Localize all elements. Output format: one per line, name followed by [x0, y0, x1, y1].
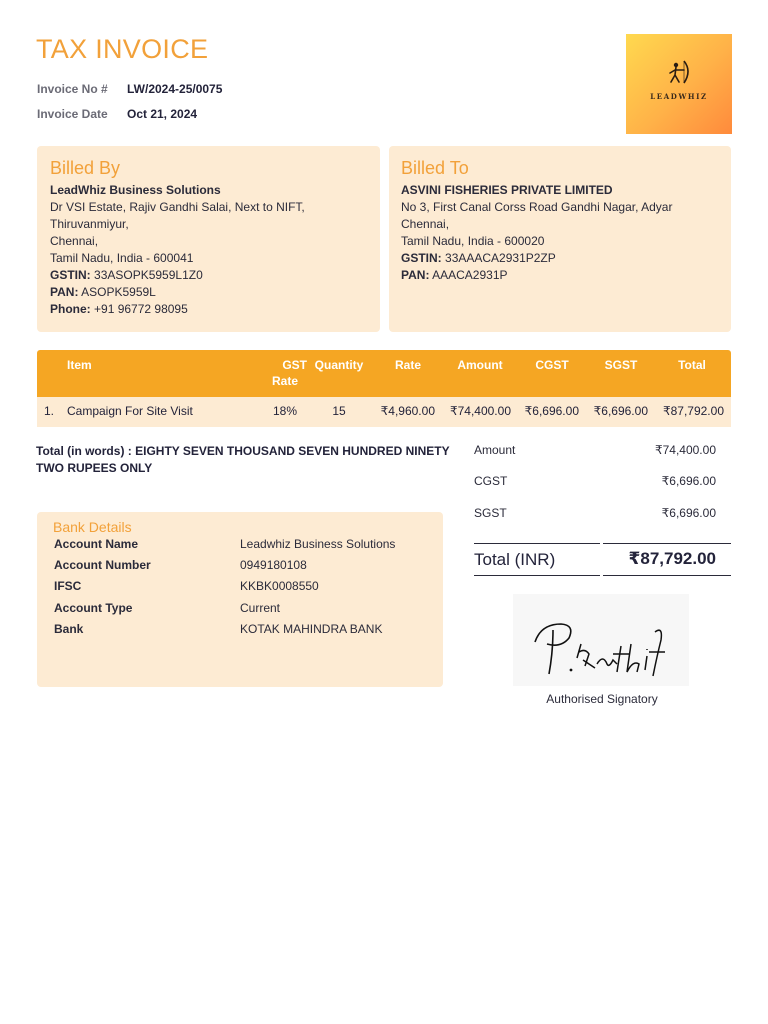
company-logo [626, 34, 732, 134]
col-header-sgst: SGST [604, 358, 638, 372]
summary-amount-label: Amount [474, 443, 516, 457]
col-header-gst: GST [282, 358, 307, 372]
invoice-number: LW/2024-25/0075 [127, 82, 223, 96]
invoice-title: TAX INVOICE [36, 34, 209, 64]
billed-to-address-line: No 3, First Canal Corss Road Gandhi Nagar, Adyar [401, 200, 673, 214]
billed-to-panel [389, 146, 731, 332]
logo-wordmark: LEADWHIZ [650, 92, 708, 101]
gstin-label: GSTIN: [50, 268, 91, 282]
handwritten-signature [513, 594, 689, 686]
billed-by-address-line: Tamil Nadu, India - 600041 [50, 251, 194, 265]
gstin-value: 33AAACA2931P2ZP [445, 251, 556, 265]
summary-divider [603, 543, 731, 544]
billed-by-phone [50, 301, 188, 318]
col-header-total: Total [678, 358, 706, 372]
summary-cgst-value: ₹6,696.00 [661, 474, 716, 488]
invoice-number-label: Invoice No # [37, 82, 108, 96]
summary-sgst-label: SGST [474, 506, 507, 520]
summary-total-value: ₹87,792.00 [628, 549, 716, 568]
row-amount: ₹74,400.00 [449, 404, 511, 418]
total-in-words [36, 443, 456, 477]
billed-to-gstin [401, 250, 556, 267]
bank-label: Bank [54, 622, 84, 636]
billed-by-title: Billed By [50, 158, 121, 178]
bank-value: Leadwhiz Business Solutions [240, 537, 396, 551]
summary-divider [474, 543, 600, 544]
bank-value: 0949180108 [240, 558, 307, 572]
summary-divider [474, 575, 600, 576]
billed-by-address-line: Chennai, [50, 234, 99, 248]
bank-value: KKBK0008550 [240, 579, 319, 593]
billed-by-panel [37, 146, 380, 332]
billed-by-address-line: Dr VSI Estate, Rajiv Gandhi Salai, Next to NIFT, [50, 200, 305, 214]
billed-by-address-line: Thiruvanmiyur, [50, 217, 129, 231]
bank-label: Account Name [54, 537, 139, 551]
gstin-label: GSTIN: [401, 251, 442, 265]
row-total: ₹87,792.00 [662, 404, 724, 418]
pan-label: PAN: [50, 285, 79, 299]
bank-label: IFSC [54, 579, 82, 593]
summary-cgst-label: CGST [474, 474, 508, 488]
row-sgst: ₹6,696.00 [593, 404, 648, 418]
billed-by-gstin [50, 267, 203, 284]
table-row [37, 397, 731, 427]
col-header-rate: Rate [394, 358, 421, 372]
gstin-value: 33ASOPK5959L1Z0 [94, 268, 203, 282]
pan-label: PAN: [401, 268, 430, 282]
row-item: Campaign For Site Visit [67, 404, 193, 418]
billed-to-pan [401, 267, 508, 284]
billed-to-title: Billed To [401, 158, 469, 178]
summary-total-label: Total (INR) [474, 550, 556, 569]
bank-value: Current [240, 601, 281, 615]
items-table-header [37, 350, 731, 397]
phone-label: Phone: [50, 302, 91, 316]
row-cgst: ₹6,696.00 [524, 404, 579, 418]
invoice-date-label: Invoice Date [37, 107, 108, 121]
billed-to-address-line: Chennai, [401, 217, 450, 231]
row-rate: ₹4,960.00 [380, 404, 435, 418]
pan-value: ASOPK5959L [81, 285, 156, 299]
col-header-item: Item [67, 358, 92, 372]
row-gst-rate: 18% [272, 404, 298, 418]
invoice-date: Oct 21, 2024 [127, 107, 198, 121]
col-header-cgst: CGST [535, 358, 569, 372]
signature-image [513, 594, 689, 686]
billed-to-name: ASVINI FISHERIES PRIVATE LIMITED [401, 183, 613, 197]
phone-value: +91 96772 98095 [94, 302, 188, 316]
bank-details-title: Bank Details [53, 519, 132, 535]
col-header-quantity: Quantity [314, 358, 364, 372]
bank-value: KOTAK MAHINDRA BANK [240, 622, 383, 636]
summary-divider [603, 575, 731, 576]
row-quantity: 15 [332, 404, 346, 418]
bank-details-panel [37, 512, 443, 687]
row-index: 1. [44, 404, 55, 418]
col-header-amount: Amount [457, 358, 503, 372]
archer-icon [664, 58, 694, 88]
billed-by-name: LeadWhiz Business Solutions [50, 183, 221, 197]
total-in-words-line: TWO RUPEES ONLY [36, 461, 153, 475]
pan-value: AAACA2931P [432, 268, 508, 282]
billed-to-address-line: Tamil Nadu, India - 600020 [401, 234, 545, 248]
bank-label: Account Number [54, 558, 151, 572]
col-header-gst-rate [263, 357, 307, 389]
total-in-words-line: Total (in words) : EIGHTY SEVEN THOUSAND SEVEN HUNDRED NINETY [36, 444, 450, 458]
billed-by-pan [50, 284, 156, 301]
col-header-rate-sub: Rate [271, 374, 298, 388]
summary-sgst-value: ₹6,696.00 [661, 506, 716, 520]
bank-label: Account Type [54, 601, 133, 615]
authorised-signatory-label: Authorised Signatory [546, 692, 658, 706]
summary-amount-value: ₹74,400.00 [654, 443, 716, 457]
